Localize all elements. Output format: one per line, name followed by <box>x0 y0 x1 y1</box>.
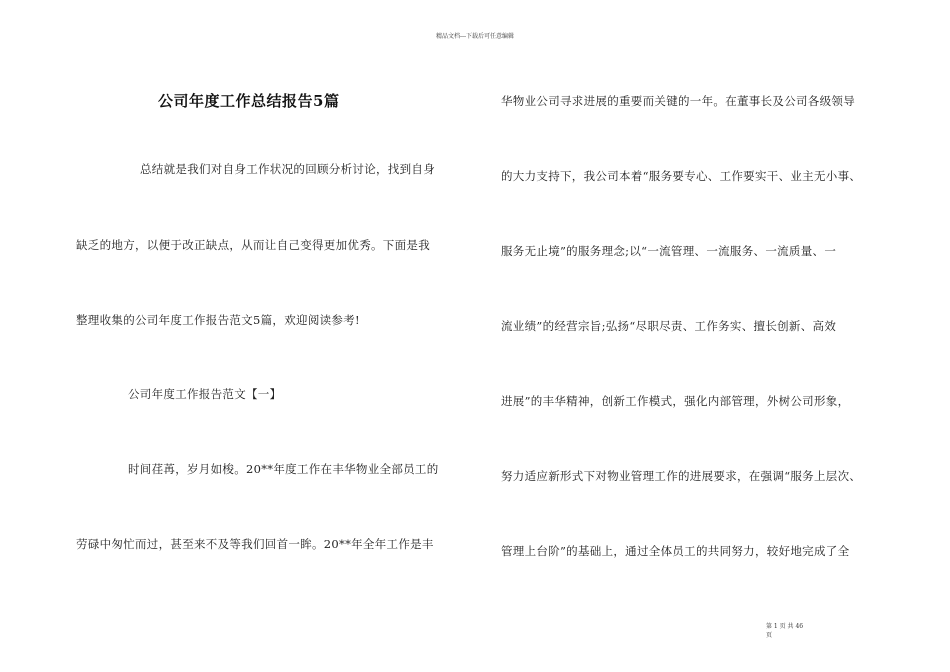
page-number-line1: 第 1 页 共 46 <box>766 623 804 630</box>
paragraph-line: 劳碌中匆忙而过，甚至来不及等我们回首一眸。20**年全年工作是丰 <box>76 537 434 551</box>
section-heading: 公司年度工作报告范文【一】 <box>128 387 282 401</box>
paragraph-line: 整理收集的公司年度工作报告范文5篇，欢迎阅读参考! <box>76 313 360 327</box>
paragraph-line: 流业绩”的经营宗旨;弘扬“尽职尽责、工作务实、擅长创新、高效 <box>501 319 837 333</box>
page-number <box>766 622 803 640</box>
paragraph-line: 的大力支持下，我公司本着“服务要专心、工作要实干、业主无小事、 <box>501 169 862 183</box>
paragraph-line: 努力适应新形式下对物业管理工作的进展要求，在强调“服务上层次、 <box>501 469 862 483</box>
paragraph-line: 时间荏苒，岁月如梭。20**年度工作在丰华物业全部员工的 <box>128 462 439 476</box>
paragraph-line: 缺乏的地方，以便于改正缺点，从而让自己变得更加优秀。下面是我 <box>76 238 430 252</box>
page-number-line2: 页 <box>766 632 773 639</box>
paragraph-line: 服务无止境”的服务理念;以“一流管理、一流服务、一流质量、一 <box>501 244 837 258</box>
paragraph-line: 管理上台阶”的基础上，通过全体员工的共同努力，较好地完成了全 <box>501 544 850 558</box>
paragraph-line: 华物业公司寻求进展的重要而关键的一年。在董事长及公司各级领导 <box>501 94 855 108</box>
document-title: 公司年度工作总结报告5篇 <box>158 92 340 110</box>
paragraph-line: 进展”的丰华精神，创新工作模式，强化内部管理，外树公司形象， <box>501 394 850 408</box>
paragraph-line: 总结就是我们对自身工作状况的回顾分析讨论，找到自身 <box>140 162 435 176</box>
page-header: 精品文档---下载后可任意编辑 <box>435 33 515 40</box>
